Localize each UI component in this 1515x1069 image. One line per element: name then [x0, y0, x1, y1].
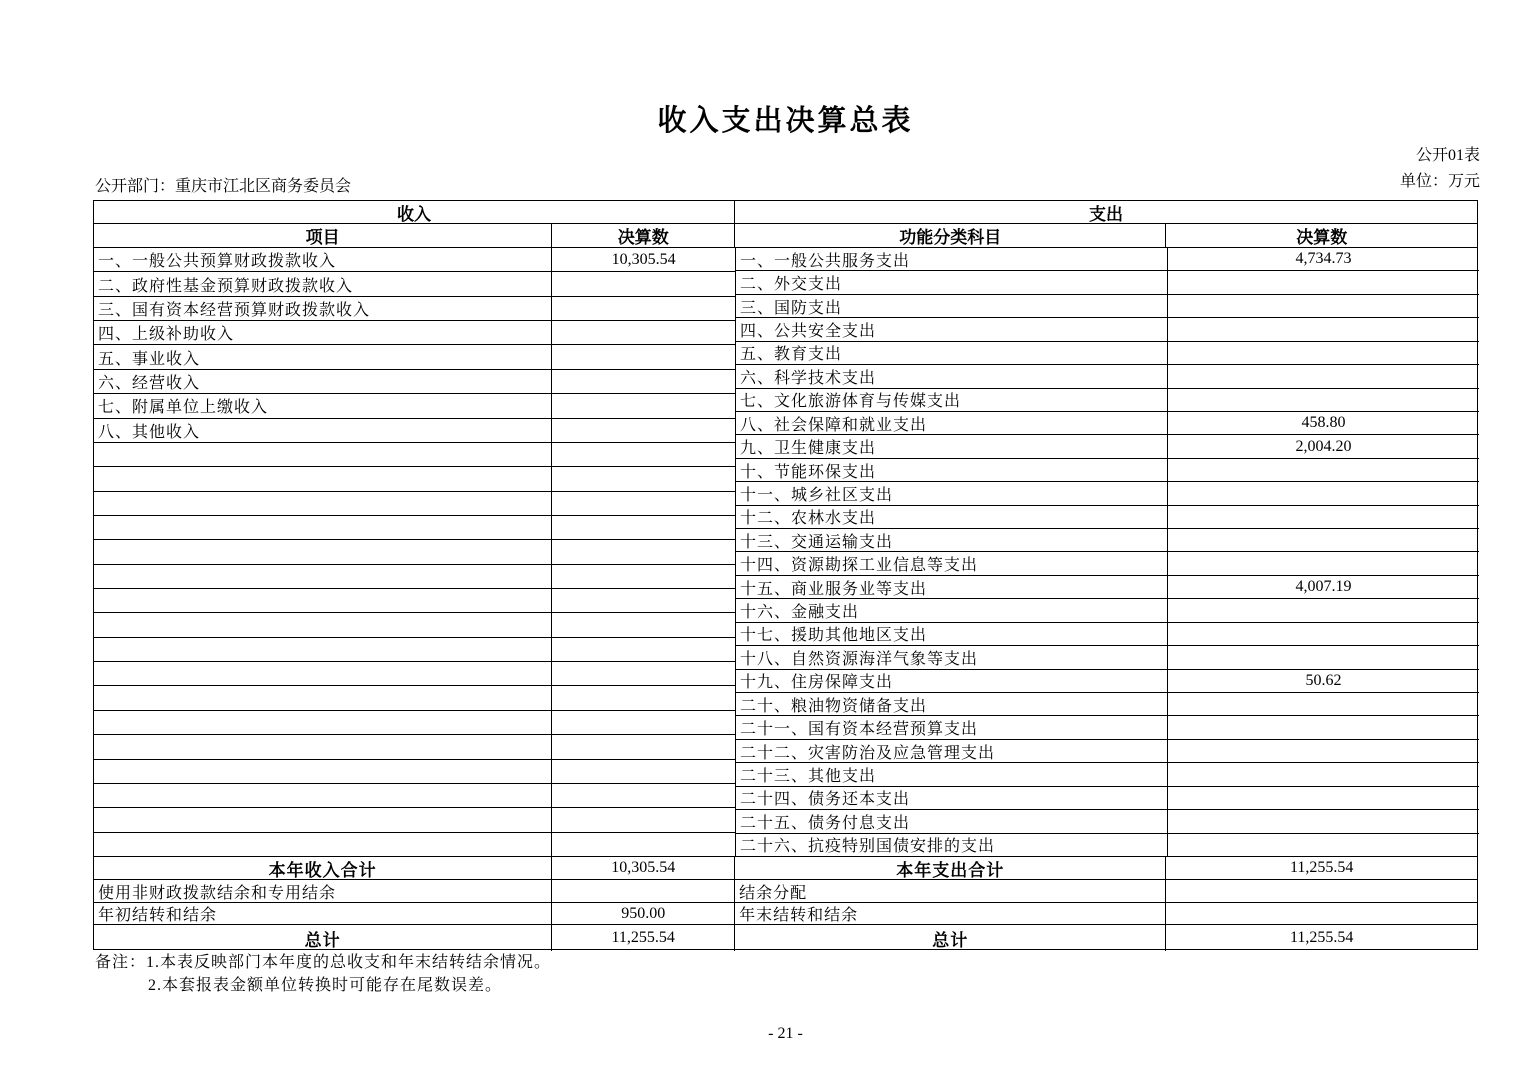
expense-item-label: 十六、金融支出	[736, 599, 1168, 621]
table-row	[94, 540, 735, 564]
table-row	[736, 763, 1479, 786]
expense-section-header: 支出	[1089, 204, 1124, 224]
income-item-label	[94, 540, 552, 563]
footnotes	[95, 951, 551, 997]
expense-item-label: 十八、自然资源海洋气象等支出	[736, 646, 1168, 668]
income-amount-value	[552, 662, 735, 685]
income-amount-value	[552, 808, 735, 831]
expense-amount-value	[1168, 646, 1479, 668]
expense-item-label: 六、科学技术支出	[736, 365, 1168, 387]
budget-table	[93, 200, 1478, 950]
table-row	[94, 565, 735, 589]
expense-amount-value: 458.80	[1301, 414, 1346, 432]
income-amount-column-header: 决算数	[552, 224, 735, 247]
expense-item-label: 十九、住房保障支出	[736, 670, 1168, 692]
income-item-label	[94, 735, 552, 758]
table-body	[94, 248, 1477, 856]
income-amount-value	[552, 297, 735, 320]
income-item-label: 二、政府性基金预算财政拨款收入	[94, 272, 552, 295]
summary-row	[94, 880, 1477, 903]
table-row	[94, 467, 735, 491]
expense-amount-value	[1168, 529, 1479, 551]
income-amount-value	[552, 638, 735, 661]
income-amount-value	[552, 272, 735, 295]
expense-summary-label: 结余分配	[735, 880, 1166, 902]
expense-item-label: 七、文化旅游体育与传媒支出	[736, 389, 1168, 411]
table-column-header-row	[94, 224, 1477, 248]
page-number: - 21 -	[768, 1025, 803, 1042]
expense-amount-value	[1168, 740, 1479, 762]
expense-amount-value	[1168, 506, 1479, 528]
table-row	[94, 735, 735, 759]
table-row	[94, 760, 735, 784]
expense-amount-value	[1168, 365, 1479, 387]
table-row	[94, 711, 735, 735]
income-amount-value	[552, 516, 735, 539]
expense-summary-value	[1166, 880, 1477, 902]
table-number: 公开01表	[1415, 147, 1480, 164]
expense-amount-value: 4,734.73	[1295, 250, 1352, 268]
income-item-label	[94, 686, 552, 709]
expense-amount-value	[1168, 599, 1479, 621]
table-row	[736, 834, 1479, 856]
table-row	[736, 506, 1479, 529]
income-item-label: 八、其他收入	[94, 419, 552, 442]
expense-amount-value	[1168, 693, 1479, 715]
income-summary-value: 10,305.54	[552, 857, 735, 879]
table-row	[94, 370, 735, 394]
income-item-label	[94, 467, 552, 490]
table-row	[736, 810, 1479, 833]
table-row	[736, 552, 1479, 575]
table-row	[94, 833, 735, 856]
expense-item-label: 二十三、其他支出	[736, 763, 1168, 785]
income-summary-value: 950.00	[552, 903, 735, 924]
income-item-label: 六、经营收入	[94, 370, 552, 393]
income-item-label: 四、上级补助收入	[94, 321, 552, 344]
table-row	[94, 808, 735, 832]
income-amount-value	[552, 760, 735, 783]
expense-summary-value	[1166, 903, 1477, 924]
expense-item-label: 二十五、债务付息支出	[736, 810, 1168, 832]
table-row	[736, 295, 1479, 318]
income-summary-value: 11,255.54	[552, 925, 735, 951]
table-row	[94, 784, 735, 808]
income-amount-value	[552, 833, 735, 856]
expense-summary-value: 11,255.54	[1290, 859, 1354, 876]
expense-amount-value	[1168, 389, 1479, 411]
expense-amount-value	[1168, 552, 1479, 574]
table-row	[736, 740, 1479, 763]
table-row	[736, 599, 1479, 622]
expense-amount-value	[1168, 716, 1479, 738]
expense-amount-value	[1168, 763, 1479, 785]
income-item-label	[94, 662, 552, 685]
expense-amount-value	[1168, 810, 1479, 832]
expense-item-label: 四、公共安全支出	[736, 318, 1168, 340]
expense-item-label: 一、一般公共服务支出	[736, 248, 1168, 270]
expense-summary-label: 年末结转和结余	[735, 903, 1166, 924]
table-row	[94, 248, 735, 272]
table-row	[736, 365, 1479, 388]
expense-item-label: 九、卫生健康支出	[736, 435, 1168, 457]
expense-amount-value: 4,007.19	[1295, 578, 1352, 596]
income-item-column-header: 项目	[94, 224, 552, 247]
table-section-header-row	[94, 201, 1477, 224]
income-item-label	[94, 638, 552, 661]
expense-summary-label: 本年支出合计	[735, 857, 1166, 879]
table-row	[94, 443, 735, 467]
expense-item-label: 五、教育支出	[736, 342, 1168, 364]
expense-amount-value	[1168, 271, 1479, 293]
table-row	[94, 638, 735, 662]
table-row	[736, 670, 1479, 693]
income-amount-value	[552, 370, 735, 393]
table-row	[736, 787, 1479, 810]
summary-row	[94, 925, 1477, 951]
expense-amount-value	[1168, 318, 1479, 340]
expense-amount-value	[1168, 623, 1479, 645]
income-rows	[94, 248, 736, 856]
expense-summary-label: 总计	[735, 925, 1166, 951]
expense-item-label: 十五、商业服务业等支出	[736, 576, 1168, 598]
income-section-header: 收入	[94, 201, 735, 223]
table-row	[94, 613, 735, 637]
table-row	[736, 482, 1479, 505]
income-amount-value	[552, 345, 735, 368]
table-row	[736, 248, 1479, 271]
expense-item-label: 十二、农林水支出	[736, 506, 1168, 528]
expense-amount-value	[1168, 834, 1479, 856]
table-row	[736, 459, 1479, 482]
income-amount-value	[552, 784, 735, 807]
table-row	[736, 716, 1479, 739]
income-item-label	[94, 589, 552, 612]
income-item-label	[94, 443, 552, 466]
expense-amount-value	[1168, 295, 1479, 317]
table-row	[736, 318, 1479, 341]
footnote-line: 2.本套报表金额单位转换时可能存在尾数误差。	[148, 977, 503, 994]
expense-item-label: 十七、援助其他地区支出	[736, 623, 1168, 645]
income-summary-label: 使用非财政拨款结余和专用结余	[94, 880, 552, 902]
expense-amount-column-header: 决算数	[1296, 228, 1348, 247]
expense-amount-value: 50.62	[1305, 671, 1342, 689]
income-item-label	[94, 492, 552, 515]
income-amount-value	[552, 565, 735, 588]
table-row	[736, 389, 1479, 412]
income-item-label: 三、国有资本经营预算财政拨款收入	[94, 297, 552, 320]
income-summary-value	[552, 880, 735, 902]
expense-item-label: 十四、资源勘探工业信息等支出	[736, 552, 1168, 574]
expense-item-label: 二、外交支出	[736, 271, 1168, 293]
income-amount-value	[552, 686, 735, 709]
table-row	[736, 529, 1479, 552]
table-row	[94, 345, 735, 369]
table-row	[94, 272, 735, 296]
income-summary-label: 总计	[94, 925, 552, 951]
expense-item-label: 二十四、债务还本支出	[736, 787, 1168, 809]
table-row	[736, 412, 1479, 435]
income-item-label	[94, 808, 552, 831]
table-row	[736, 693, 1479, 716]
income-amount-value	[552, 711, 735, 734]
income-item-label	[94, 760, 552, 783]
income-amount-value	[552, 540, 735, 563]
income-item-label	[94, 613, 552, 636]
income-amount-value	[552, 589, 735, 612]
expense-amount-value: 2,004.20	[1295, 437, 1352, 455]
expense-item-label: 二十二、灾害防治及应急管理支出	[736, 740, 1168, 762]
income-amount-value	[552, 492, 735, 515]
table-row	[94, 419, 735, 443]
table-row	[736, 271, 1479, 294]
expense-item-label: 十一、城乡社区支出	[736, 482, 1168, 504]
expense-item-label: 十、节能环保支出	[736, 459, 1168, 481]
table-row	[736, 623, 1479, 646]
summary-row	[94, 856, 1477, 880]
income-amount-value	[552, 467, 735, 490]
summary-row	[94, 903, 1477, 925]
table-row	[94, 492, 735, 516]
table-row	[94, 394, 735, 418]
footnote-line: 备注：1.本表反映部门本年度的总收支和年末结转结余情况。	[95, 954, 552, 971]
expense-item-column-header: 功能分类科目	[735, 224, 1166, 247]
table-meta	[1180, 143, 1480, 195]
income-item-label: 七、附属单位上缴收入	[94, 394, 552, 417]
expense-amount-value	[1168, 482, 1479, 504]
table-row	[94, 297, 735, 321]
table-row	[94, 662, 735, 686]
expense-item-label: 三、国防支出	[736, 295, 1168, 317]
expense-amount-value	[1168, 787, 1479, 809]
income-amount-value	[552, 443, 735, 466]
income-amount-value	[552, 394, 735, 417]
expense-item-label: 十三、交通运输支出	[736, 529, 1168, 551]
table-row	[736, 435, 1479, 458]
expense-item-label: 二十六、抗疫特别国债安排的支出	[736, 834, 1168, 856]
summary-rows	[94, 856, 1477, 951]
table-row	[94, 516, 735, 540]
income-item-label	[94, 784, 552, 807]
table-row	[94, 321, 735, 345]
income-amount-value	[552, 321, 735, 344]
department-label: 公开部门：重庆市江北区商务委员会	[95, 178, 352, 195]
income-item-label: 五、事业收入	[94, 345, 552, 368]
income-item-label	[94, 833, 552, 856]
expense-amount-value	[1168, 459, 1479, 481]
income-item-label: 一、一般公共预算财政拨款收入	[94, 248, 552, 271]
expense-item-label: 八、社会保障和就业支出	[736, 412, 1168, 434]
table-row	[736, 342, 1479, 365]
income-amount-value	[552, 613, 735, 636]
expense-item-label: 二十、粮油物资储备支出	[736, 693, 1168, 715]
expense-summary-value: 11,255.54	[1290, 929, 1354, 946]
income-item-label	[94, 516, 552, 539]
table-row	[736, 576, 1479, 599]
expense-amount-value	[1168, 342, 1479, 364]
income-amount-value	[552, 735, 735, 758]
income-amount-value	[552, 419, 735, 442]
table-row	[94, 589, 735, 613]
income-summary-label: 年初结转和结余	[94, 903, 552, 924]
income-item-label	[94, 565, 552, 588]
expense-item-label: 二十一、国有资本经营预算支出	[736, 716, 1168, 738]
income-item-label	[94, 711, 552, 734]
unit-label: 单位：万元	[1399, 173, 1480, 190]
table-row	[94, 686, 735, 710]
expense-rows	[736, 248, 1479, 856]
page-title: 收入支出决算总表	[657, 105, 914, 137]
table-row	[736, 646, 1479, 669]
income-amount-value: 10,305.54	[611, 250, 676, 268]
income-summary-label: 本年收入合计	[94, 857, 552, 879]
